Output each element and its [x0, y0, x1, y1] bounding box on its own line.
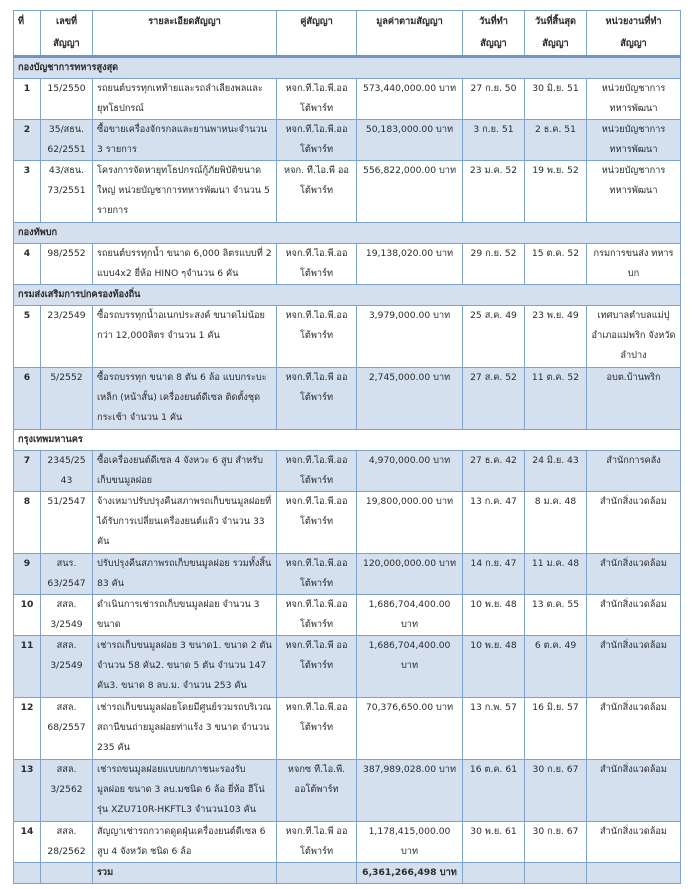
empty-cell [525, 863, 587, 884]
end-date: 2 ธ.ค. 51 [525, 120, 587, 161]
contract-party: หจก.ที.ไอ.พี.ออ โต้พาร์ท [277, 244, 357, 285]
contract-value: 19,138,020.00 บาท [357, 244, 463, 285]
table-row [14, 492, 681, 554]
contract-value: 3,979,000.00 บาท [357, 306, 463, 368]
row-number: 8 [14, 492, 41, 554]
row-number: 2 [14, 120, 41, 161]
end-date: 16 มิ.ย. 57 [525, 698, 587, 760]
contract-party: หจก.ที.ไอ.พี ออ โต้พาร์ท [277, 368, 357, 430]
contract-party: หจก.ที.ไอ.พี.ออ โต้พาร์ท [277, 554, 357, 595]
start-date: 3 ก.ย. 51 [463, 120, 525, 161]
row-number: 5 [14, 306, 41, 368]
header-no: ที่ [14, 11, 41, 57]
contract-detail: ซื้อขายเครื่องจักรกลและยานพาหนะจำนวน 3 รายการ [93, 120, 277, 161]
end-date: 11 ม.ค. 48 [525, 554, 587, 595]
row-number: 9 [14, 554, 41, 595]
contract-value: 2,745,000.00 บาท [357, 368, 463, 430]
row-number: 4 [14, 244, 41, 285]
contracts-table [13, 10, 681, 884]
contract-detail: เช่ารถขนมูลฝอยแบบยกภาชนะรองรับมูลฝอย ขนาด 3 ลบ.มชนิด 6 ล้อ ยี่ห้อ ฮีโน่ รุ่น XZU710R-HKFTL3 จำนวน103 คัน [93, 760, 277, 822]
contract-detail: ซื้อรถบรรทุกน้ำอเนกประสงค์ ขนาดไม่น้อยกว่า 12,000ลิตร จำนวน 1 คัน [93, 306, 277, 368]
agency: สำนักสิ่งแวดล้อม [587, 595, 681, 636]
section-row [14, 285, 681, 306]
contract-number: 43/สธน. 73/2551 [41, 161, 93, 223]
total-label: รวม [93, 863, 277, 884]
contract-value: 573,440,000.00 บาท [357, 79, 463, 120]
end-date: 15 ต.ค. 52 [525, 244, 587, 285]
start-date: 23 ม.ค. 52 [463, 161, 525, 223]
header-value: มูลค่าตามสัญญา [357, 11, 463, 57]
agency: สำนักสิ่งแวดล้อม [587, 760, 681, 822]
start-date: 27 ก.ย. 50 [463, 79, 525, 120]
empty-cell [463, 863, 525, 884]
contract-value: 1,686,704,400.00 บาท [357, 595, 463, 636]
row-number: 7 [14, 451, 41, 492]
start-date: 27 ธ.ค. 42 [463, 451, 525, 492]
section-title: กรุงเทพมหานคร [14, 430, 681, 451]
end-date: 19 พ.ย. 52 [525, 161, 587, 223]
table-row [14, 822, 681, 863]
table-row [14, 595, 681, 636]
contract-value: 120,000,000.00 บาท [357, 554, 463, 595]
contract-party: หจก. ที.ไอ.พี ออ โต้พาร์ท [277, 161, 357, 223]
contract-number: 5/2552 [41, 368, 93, 430]
table-row [14, 161, 681, 223]
agency: กรมการขนส่ง ทหารบก [587, 244, 681, 285]
contract-party: หจก.ที.ไอ.พี ออ โต้พาร์ท [277, 822, 357, 863]
empty-cell [587, 863, 681, 884]
contract-detail: ปรับปรุงคืนสภาพรถเก็บขนมูลฝอย รวมทั้งสิ้น 83 คัน [93, 554, 277, 595]
contract-number: สสล. 3/2549 [41, 636, 93, 698]
agency: หน่วยบัญชาการ ทหารพัฒนา [587, 120, 681, 161]
end-date: 8 ม.ค. 48 [525, 492, 587, 554]
contract-number: สสล. 3/2562 [41, 760, 93, 822]
contract-number: 15/2550 [41, 79, 93, 120]
section-title: กรมส่งเสริมการปกครองท้องถิ่น [14, 285, 681, 306]
agency: สำนักสิ่งแวดล้อม [587, 554, 681, 595]
row-number: 12 [14, 698, 41, 760]
contract-detail: รถยนต์บรรทุกน้ำ ขนาด 6,000 ลิตรแบบที่ 2 แบบ4x2 ยี่ห้อ HINO ๆจำนวน 6 คัน [93, 244, 277, 285]
contract-number: 23/2549 [41, 306, 93, 368]
start-date: 10 พ.ย. 48 [463, 636, 525, 698]
agency: สำนักสิ่งแวดล้อม [587, 822, 681, 863]
agency: สำนักสิ่งแวดล้อม [587, 492, 681, 554]
end-date: 11 ต.ค. 52 [525, 368, 587, 430]
contract-party: หจก.ที.ไอ.พี.ออ โต้พาร์ท [277, 451, 357, 492]
row-number: 13 [14, 760, 41, 822]
start-date: 13 ก.ค. 47 [463, 492, 525, 554]
header-row [14, 11, 681, 57]
header-detail: รายละเอียดสัญญา [93, 11, 277, 57]
agency: สำนักการคลัง [587, 451, 681, 492]
row-number: 6 [14, 368, 41, 430]
start-date: 13 ก.พ. 57 [463, 698, 525, 760]
contract-number: สนร. 63/2547 [41, 554, 93, 595]
table-row [14, 636, 681, 698]
contract-party: หจกซ ที.ไอ.พี. ออโต้พาร์ท [277, 760, 357, 822]
contract-number: 51/2547 [41, 492, 93, 554]
agency: หน่วยบัญชาการ ทหารพัฒนา [587, 79, 681, 120]
contract-value: 50,183,000.00 บาท [357, 120, 463, 161]
contract-detail: โครงการจัดหายุทโธปกรณ์กู้ภัยพิบัติขนาดใหญ่ หน่วยบัญชาการทหารพัฒนา จำนวน 5 รายการ [93, 161, 277, 223]
contract-party: หจก.ที.ไอ.พี.ออ โต้พาร์ท [277, 120, 357, 161]
total-row [14, 863, 681, 884]
table-row [14, 244, 681, 285]
header-agency: หน่วยงานที่ทำ สัญญา [587, 11, 681, 57]
contract-party: หจก.ที.ไอ.พี.ออ โต้พาร์ท [277, 79, 357, 120]
header-start-date: วันที่ทำ สัญญา [463, 11, 525, 57]
end-date: 13 ต.ค. 55 [525, 595, 587, 636]
table-row [14, 451, 681, 492]
start-date: 27 ส.ค. 52 [463, 368, 525, 430]
table-row [14, 306, 681, 368]
contract-number: สสล. 28/2562 [41, 822, 93, 863]
contract-value: 387,989,028.00 บาท [357, 760, 463, 822]
section-row [14, 430, 681, 451]
end-date: 24 มิ.ย. 43 [525, 451, 587, 492]
empty-cell [277, 863, 357, 884]
header-end-date: วันที่สิ้นสุด สัญญา [525, 11, 587, 57]
contract-number: 35/สธน. 62/2551 [41, 120, 93, 161]
agency: อบต.บ้านพริก [587, 368, 681, 430]
row-number: 10 [14, 595, 41, 636]
end-date: 30 มิ.ย. 51 [525, 79, 587, 120]
contract-detail: ซื้อรถบรรทุก ขนาด 8 ตัน 6 ล้อ แบบกระบะเหล็ก (หน้าสั้น) เครื่องยนต์ดีเซล ติดตั้งชุดกระเช้า จำนวน 1 คัน [93, 368, 277, 430]
contract-value: 19,800,000.00 บาท [357, 492, 463, 554]
agency: หน่วยบัญชาการ ทหารพัฒนา [587, 161, 681, 223]
total-value: 6,361,266,498 บาท [357, 863, 463, 884]
table-row [14, 120, 681, 161]
empty-cell [41, 863, 93, 884]
contract-party: หจก.ที.ไอ.พี.ออ โต้พาร์ท [277, 306, 357, 368]
contract-value: 556,822,000.00 บาท [357, 161, 463, 223]
section-row [14, 57, 681, 79]
end-date: 23 พ.ย. 49 [525, 306, 587, 368]
contract-detail: สัญญาเช่ารถกวาดดูดฝุ่นเครื่องยนต์ดีเซล 6 สูบ 4 จังหวัด ชนิด 6 ล้อ [93, 822, 277, 863]
table-row [14, 368, 681, 430]
header-party: คู่สัญญา [277, 11, 357, 57]
contract-number: 2345/25 43 [41, 451, 93, 492]
header-contract-no: เลขที่ สัญญา [41, 11, 93, 57]
contract-number: สสล. 68/2557 [41, 698, 93, 760]
row-number: 11 [14, 636, 41, 698]
start-date: 14 ก.ย. 47 [463, 554, 525, 595]
contract-value: 1,686,704,400.00 บาท [357, 636, 463, 698]
table-row [14, 79, 681, 120]
agency: สำนักสิ่งแวดล้อม [587, 698, 681, 760]
table-row [14, 698, 681, 760]
end-date: 30 ก.ย. 67 [525, 760, 587, 822]
row-number: 1 [14, 79, 41, 120]
agency: สำนักสิ่งแวดล้อม [587, 636, 681, 698]
contract-party: หจก.ที.ไอ.พี.ออ โต้พาร์ท [277, 698, 357, 760]
contract-number: สสล. 3/2549 [41, 595, 93, 636]
table-row [14, 760, 681, 822]
start-date: 10 พ.ย. 48 [463, 595, 525, 636]
contract-value: 70,376,650.00 บาท [357, 698, 463, 760]
section-title: กองทัพบก [14, 223, 681, 244]
end-date: 30 ก.ย. 67 [525, 822, 587, 863]
contract-value: 4,970,000.00 บาท [357, 451, 463, 492]
row-number: 3 [14, 161, 41, 223]
contract-detail: จ้างเหมาปรับปรุงคืนสภาพรถเก็บขนมูลฝอยที่ได้รับการเปลี่ยนเครื่องยนต์แล้ว จำนวน 33 คัน [93, 492, 277, 554]
start-date: 30 พ.ย. 61 [463, 822, 525, 863]
table-row [14, 554, 681, 595]
empty-cell [14, 863, 41, 884]
start-date: 16 ต.ค. 61 [463, 760, 525, 822]
section-title: กองบัญชาการทหารสูงสุด [14, 57, 681, 79]
start-date: 25 ส.ค. 49 [463, 306, 525, 368]
contract-party: หจก.ที.ไอ.พี ออ โต้พาร์ท [277, 636, 357, 698]
contract-party: หจก.ที.ไอ.พี.ออ โต้พาร์ท [277, 492, 357, 554]
section-row [14, 223, 681, 244]
contract-detail: ดำเนินการเช่ารถเก็บขนมูลฝอย จำนวน 3 ขนาด [93, 595, 277, 636]
agency: เทศบาลตำบลแม่ปุ อำเภอแม่พริก จังหวัดลำปาง [587, 306, 681, 368]
row-number: 14 [14, 822, 41, 863]
start-date: 29 ก.ย. 52 [463, 244, 525, 285]
contract-value: 1,178,415,000.00 บาท [357, 822, 463, 863]
end-date: 6 ต.ค. 49 [525, 636, 587, 698]
contract-detail: รถยนต์บรรทุกเทท้ายและรถลำเลียงพลและยุทโธปกรณ์ [93, 79, 277, 120]
contract-detail: เช่ารถเก็บขนมูลฝอย 3 ขนาด1. ขนาด 2 ตัน จำนวน 58 คัน2. ขนาด 5 ตัน จำนวน 147 คัน3. ขนาด 8 ลบ.ม. จำนวน 253 คัน [93, 636, 277, 698]
contract-number: 98/2552 [41, 244, 93, 285]
contract-detail: ซื้อเครื่องยนต์ดีเซล 4 จังหวะ 6 สูบ สำหรับเก็บขนมูลฝอย [93, 451, 277, 492]
contract-detail: เช่ารถเก็บขนมูลฝอยโดยมีศูนย์รวมรถบริเวณสถานีขนถ่ายมูลฝอยท่าแร้ง 3 ขนาด จำนวน 235 คัน [93, 698, 277, 760]
contract-party: หจก.ที.ไอ.พี.ออ โต้พาร์ท [277, 595, 357, 636]
